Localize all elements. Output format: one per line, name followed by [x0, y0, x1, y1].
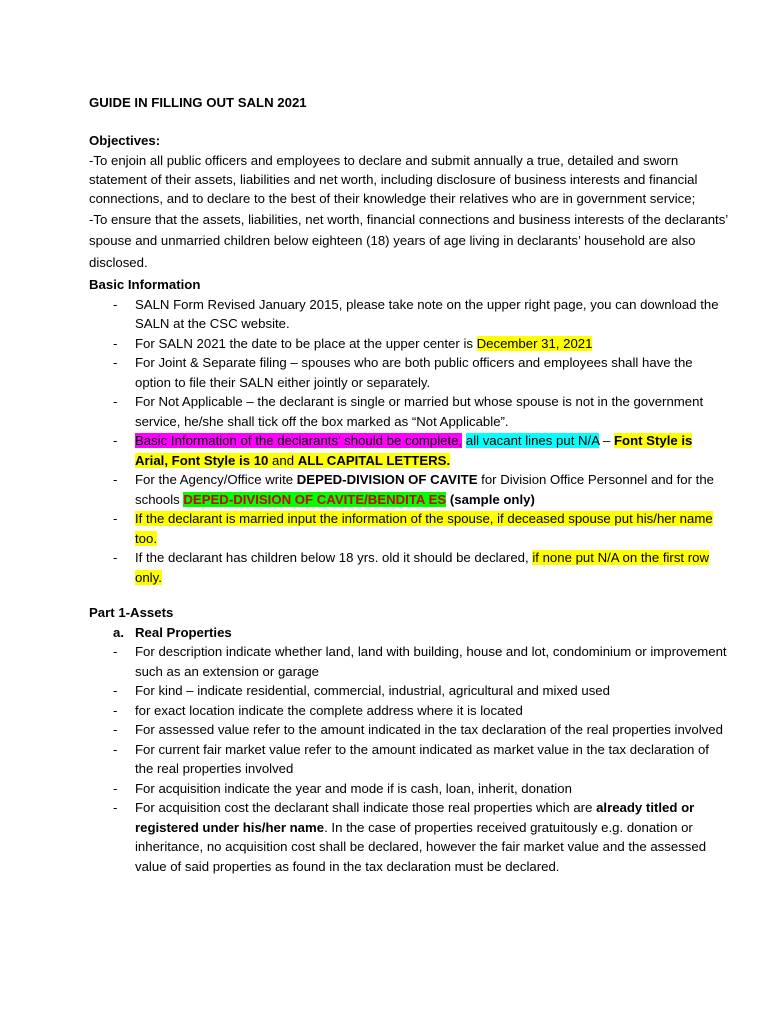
item-text: For kind – indicate residential, commercial, industrial, agricultural and mixed used [135, 683, 610, 699]
list-item [113, 798, 728, 876]
real-properties-heading [113, 623, 728, 643]
cyan-highlight: all vacant lines put N/A [465, 433, 600, 449]
school-highlight: DEPED-DIVISION OF CAVITE/BENDITA ES [183, 491, 447, 507]
basic-information-heading: Basic Information [89, 277, 201, 293]
titled-bold: already titled or registered under his/her name [135, 800, 695, 835]
item-text: For the Agency/Office write [135, 472, 297, 488]
real-properties-list [89, 642, 728, 876]
spouse-highlight: If the declarant is married input the information of the spouse, if deceased spouse put his/her name too. [135, 511, 713, 546]
list-item [113, 740, 728, 779]
list-item [113, 334, 728, 354]
item-text: . In the case of properties received gratuitously e.g. donation or inheritance, no acquisition cost shall be declared, however the fair market value and the assessed value of said properties as found in the tax declaration must be declared. [135, 819, 707, 874]
spacer [89, 587, 728, 603]
item-text: For acquisition indicate the year and mode if is cash, loan, inherit, donation [135, 780, 572, 796]
item-text: For Not Applicable – the declarant is single or married but whose spouse is not in the government service, he/she shall tick off the box marked as “Not Applicable”. [135, 394, 704, 429]
children-highlight: if none put N/A on the first row only. [135, 550, 709, 585]
list-item [113, 779, 728, 799]
list-item [113, 353, 728, 392]
item-text: for exact location indicate the complete address where it is located [135, 702, 523, 718]
item-text: For current fair market value refer to the amount indicated as market value in the tax declaration of the real properties involved [135, 741, 709, 777]
list-item [113, 720, 728, 740]
list-item [113, 431, 728, 470]
subheading-number: a. [113, 624, 124, 640]
item-text: If the declarant has children below 18 yrs. old it should be declared, [135, 550, 533, 566]
subheading-title: Real Properties [135, 624, 232, 640]
part1-heading: Part 1-Assets [89, 605, 174, 621]
capital-letters-highlight: ALL CAPITAL LETTERS. [297, 452, 451, 468]
font-style-highlight: Font Style is Arial, Font Style is 10 [135, 433, 693, 468]
list-item [113, 392, 728, 431]
document-title: GUIDE IN FILLING OUT SALN 2021 [89, 95, 307, 110]
item-text: For acquisition cost the declarant shall indicate those real properties which are [135, 800, 597, 816]
agency-bold: DEPED-DIVISION OF CAVITE [296, 472, 478, 488]
item-text: – [599, 433, 614, 449]
sample-bold: (sample only) [446, 491, 535, 507]
list-item [113, 509, 728, 548]
list-item [113, 470, 728, 509]
basic-information-list [89, 295, 728, 588]
objective-paragraph-2: -To ensure that the assets, liabilities, net worth, financial connections and business interests of the declarants’ spouse and unmarried children below eighteen (18) years of age living in declarants’ household are also disclosed. [89, 211, 728, 270]
item-text: For SALN 2021 the date to be place at the upper center is [135, 335, 477, 351]
item-text: and [268, 452, 298, 468]
list-item [113, 548, 728, 587]
date-highlight: December 31, 2021 [476, 335, 593, 351]
list-item [113, 701, 728, 721]
item-text: SALN Form Revised January 2015, please take note on the upper right page, you can download the SALN at the CSC website. [135, 296, 719, 332]
magenta-highlight: Basic Information of the declarants’ should be complete, [135, 433, 463, 449]
item-text: For Joint & Separate filing – spouses who are both public officers and employees shall have the option to file their SALN either jointly or separately. [135, 355, 693, 390]
list-item [113, 295, 728, 334]
list-item [113, 681, 728, 701]
item-text: For assessed value refer to the amount indicated in the tax declaration of the real properties involved [135, 722, 723, 738]
item-text: for Division Office Personnel and for the schools [135, 472, 715, 507]
objectives-heading: Objectives: [89, 133, 161, 148]
item-text: For description indicate whether land, land with building, house and lot, condominium or improvement such as an extension or garage [135, 644, 727, 679]
objective-paragraph-1: -To enjoin all public officers and employees to declare and submit annually a true, detailed and sworn statement of their assets, liabilities and net worth, including disclosure of business interests and financial connections, and to declare to the best of their knowledge their relatives who are in government service; [89, 152, 698, 207]
list-item [113, 642, 728, 681]
